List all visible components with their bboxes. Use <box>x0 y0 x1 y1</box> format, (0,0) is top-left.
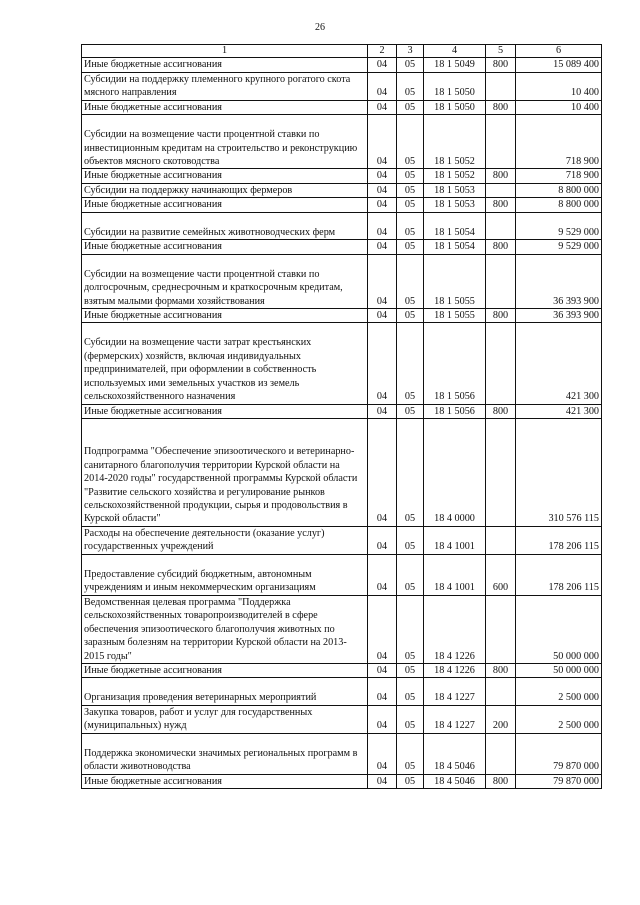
row-target-code-text: 18 1 5052 <box>434 155 475 167</box>
row-section-text: 04 <box>376 513 388 525</box>
row-expense-type-cell <box>486 198 516 212</box>
row-name-cell <box>82 169 368 183</box>
page-number: 26 <box>315 22 325 33</box>
row-target-code-cell <box>424 705 486 733</box>
row-subsection-text: 05 <box>404 541 416 553</box>
table-row <box>82 198 602 212</box>
row-name-cell <box>82 404 368 418</box>
row-subsection-cell <box>397 595 424 663</box>
row-expense-type-text: 800 <box>492 59 509 71</box>
row-expense-type-text: 800 <box>492 775 509 787</box>
row-target-code-text: 18 1 5055 <box>434 310 475 322</box>
row-amount-text: 421 300 <box>565 405 599 417</box>
row-name-text: Субсидии на поддержку племенного крупного рогатого скота мясного направления <box>84 73 351 99</box>
row-name-text: Субсидии на поддержку начинающих фермеров <box>84 184 293 196</box>
row-name-cell <box>82 664 368 678</box>
table-row <box>82 183 602 197</box>
row-subsection-text: 05 <box>404 295 416 307</box>
row-subsection-cell <box>397 183 424 197</box>
table-row <box>82 254 602 308</box>
row-target-code-cell <box>424 198 486 212</box>
row-target-code-cell <box>424 183 486 197</box>
row-target-code-text: 18 1 5056 <box>434 391 475 403</box>
row-subsection-cell <box>397 678 424 705</box>
row-target-code-text: 18 4 1001 <box>434 582 475 594</box>
row-amount-cell <box>516 309 602 323</box>
row-section-cell <box>368 198 397 212</box>
row-name-text: Закупка товаров, работ и услуг для государственных (муниципальных) нужд <box>84 706 313 732</box>
row-target-code-text: 18 4 1227 <box>434 720 475 732</box>
row-section-text: 04 <box>376 170 388 182</box>
row-target-code-cell <box>424 678 486 705</box>
row-amount-cell <box>516 198 602 212</box>
table-header-row <box>82 45 602 58</box>
row-target-code-text: 18 1 5053 <box>434 199 475 211</box>
row-amount-cell <box>516 323 602 404</box>
row-section-cell <box>368 212 397 239</box>
row-name-text: Расходы на обеспечение деятельности (оказание услуг) государственных учреждений <box>84 527 325 553</box>
row-expense-type-cell <box>486 733 516 774</box>
row-spacer <box>84 678 365 691</box>
row-expense-type-cell <box>486 554 516 595</box>
row-target-code-text: 18 1 5050 <box>434 101 475 113</box>
row-name-cell <box>82 183 368 197</box>
table-row <box>82 323 602 404</box>
row-section-text: 04 <box>376 541 388 553</box>
row-subsection-text: 05 <box>404 775 416 787</box>
row-subsection-cell <box>397 100 424 114</box>
row-name-cell <box>82 323 368 404</box>
row-amount-text: 10 400 <box>570 87 599 99</box>
row-spacer <box>84 115 365 128</box>
row-expense-type-text: 800 <box>492 405 509 417</box>
row-subsection-text: 05 <box>404 170 416 182</box>
row-subsection-cell <box>397 664 424 678</box>
row-amount-cell <box>516 526 602 554</box>
row-section-cell <box>368 58 397 72</box>
row-target-code-text: 18 1 5054 <box>434 241 475 253</box>
row-target-code-text: 18 1 5056 <box>434 405 475 417</box>
table-row <box>82 72 602 100</box>
row-expense-type-cell <box>486 526 516 554</box>
row-expense-type-cell <box>486 664 516 678</box>
row-name-cell <box>82 58 368 72</box>
row-subsection-text: 05 <box>404 405 416 417</box>
header-cell: 3 <box>397 45 424 58</box>
row-amount-text: 15 089 400 <box>553 59 599 71</box>
row-section-text: 04 <box>376 761 388 773</box>
row-section-text: 04 <box>376 101 388 113</box>
row-section-text: 04 <box>376 775 388 787</box>
row-name-cell <box>82 72 368 100</box>
row-amount-cell <box>516 404 602 418</box>
row-name-text: Субсидии на развитие семейных животноводческих ферм <box>84 226 336 238</box>
row-section-text: 04 <box>376 720 388 732</box>
row-section-text: 04 <box>376 692 388 704</box>
row-section-cell <box>368 100 397 114</box>
row-expense-type-text: 600 <box>492 582 509 594</box>
table-row <box>82 678 602 705</box>
row-subsection-cell <box>397 419 424 527</box>
row-section-cell <box>368 664 397 678</box>
row-target-code-cell <box>424 554 486 595</box>
row-target-code-text: 18 1 5052 <box>434 170 475 182</box>
row-subsection-text: 05 <box>404 59 416 71</box>
row-name-cell <box>82 554 368 595</box>
row-section-text: 04 <box>376 295 388 307</box>
table-row <box>82 58 602 72</box>
row-name-text: Иные бюджетные ассигнования <box>84 665 222 676</box>
row-spacer <box>84 419 365 432</box>
row-expense-type-cell <box>486 404 516 418</box>
row-target-code-cell <box>424 100 486 114</box>
row-expense-type-cell <box>486 169 516 183</box>
row-name-cell <box>82 678 368 705</box>
table-row <box>82 554 602 595</box>
row-subsection-text: 05 <box>404 665 416 676</box>
row-target-code-cell <box>424 254 486 308</box>
row-spacer <box>84 555 365 568</box>
row-expense-type-cell <box>486 419 516 527</box>
row-section-text: 04 <box>376 405 388 417</box>
row-amount-text: 178 206 115 <box>548 541 599 553</box>
budget-table <box>81 44 602 789</box>
row-subsection-text: 05 <box>404 310 416 322</box>
row-section-text: 04 <box>376 199 388 211</box>
row-name-text: Иные бюджетные ассигнования <box>84 775 222 787</box>
row-section-cell <box>368 240 397 254</box>
row-target-code-cell <box>424 169 486 183</box>
row-amount-text: 79 870 000 <box>553 761 599 773</box>
row-name-cell <box>82 595 368 663</box>
row-section-cell <box>368 404 397 418</box>
row-name-text: Иные бюджетные ассигнования <box>84 59 222 71</box>
row-target-code-cell <box>424 115 486 169</box>
row-name-cell <box>82 254 368 308</box>
row-spacer <box>84 323 365 336</box>
row-expense-type-text: 800 <box>492 241 509 253</box>
row-expense-type-cell <box>486 309 516 323</box>
row-section-cell <box>368 705 397 733</box>
row-amount-cell <box>516 100 602 114</box>
row-section-cell <box>368 115 397 169</box>
row-expense-type-cell <box>486 774 516 788</box>
row-subsection-cell <box>397 404 424 418</box>
row-name-text: Иные бюджетные ассигнования <box>84 199 222 211</box>
table-row <box>82 526 602 554</box>
row-name-cell <box>82 198 368 212</box>
row-section-text: 04 <box>376 582 388 594</box>
table-row <box>82 100 602 114</box>
row-expense-type-cell <box>486 72 516 100</box>
table-row <box>82 212 602 239</box>
row-target-code-cell <box>424 323 486 404</box>
row-name-cell <box>82 115 368 169</box>
row-expense-type-cell <box>486 183 516 197</box>
row-expense-type-cell <box>486 254 516 308</box>
row-amount-text: 718 900 <box>565 170 599 182</box>
row-target-code-text: 18 4 5046 <box>434 775 475 787</box>
table-row <box>82 774 602 788</box>
row-target-code-text: 18 4 0000 <box>434 513 475 525</box>
row-section-text: 04 <box>376 391 388 403</box>
row-amount-text: 718 900 <box>565 155 599 167</box>
row-section-cell <box>368 554 397 595</box>
row-name-cell <box>82 100 368 114</box>
row-target-code-text: 18 1 5050 <box>434 87 475 99</box>
row-section-cell <box>368 774 397 788</box>
table-row <box>82 404 602 418</box>
row-section-cell <box>368 309 397 323</box>
table-row <box>82 240 602 254</box>
row-amount-text: 310 576 115 <box>548 513 599 525</box>
table-row <box>82 169 602 183</box>
row-expense-type-cell <box>486 678 516 705</box>
row-expense-type-text: 800 <box>492 310 509 322</box>
table-row <box>82 664 602 678</box>
row-amount-cell <box>516 183 602 197</box>
row-target-code-cell <box>424 240 486 254</box>
row-expense-type-cell <box>486 595 516 663</box>
row-subsection-text: 05 <box>404 199 416 211</box>
row-spacer <box>84 213 365 226</box>
row-name-text: Иные бюджетные ассигнования <box>84 101 222 113</box>
row-target-code-cell <box>424 309 486 323</box>
row-subsection-text: 05 <box>404 391 416 403</box>
row-amount-cell <box>516 72 602 100</box>
table-row <box>82 115 602 169</box>
header-cell: 5 <box>486 45 516 58</box>
row-section-text: 04 <box>376 59 388 71</box>
row-amount-text: 50 000 000 <box>553 650 599 662</box>
row-name-text: Ведомственная целевая программа "Поддержка сельскохозяйственных товаропроизводителей в сфере обеспечения эпизоотического благополучия животных по заразным болезням на территории Курской области на 2013-2015 годы" <box>84 596 347 662</box>
row-name-cell <box>82 309 368 323</box>
row-amount-text: 8 800 000 <box>558 184 599 196</box>
row-target-code-text: 18 4 1226 <box>434 650 475 662</box>
row-name-text: Организация проведения ветеринарных мероприятий <box>84 692 317 704</box>
row-amount-text: 421 300 <box>565 391 599 403</box>
row-subsection-cell <box>397 198 424 212</box>
row-name-text: Субсидии на возмещение части процентной ставки по долгосрочным, среднесрочным и краткосрочным кредитам, взятым малыми формами хозяйствования <box>84 268 343 307</box>
row-name-text: Иные бюджетные ассигнования <box>84 241 222 253</box>
row-section-text: 04 <box>376 226 388 238</box>
row-name-text: Субсидии на возмещение части процентной ставки по инвестиционным кредитам на строительство и реконструкцию объектов мясного скотоводства <box>84 129 358 167</box>
row-name-text: Иные бюджетные ассигнования <box>84 405 222 417</box>
row-amount-cell <box>516 115 602 169</box>
row-target-code-cell <box>424 404 486 418</box>
header-cell: 1 <box>82 45 368 58</box>
row-subsection-cell <box>397 774 424 788</box>
row-target-code-text: 18 1 5054 <box>434 226 475 238</box>
row-name-cell <box>82 705 368 733</box>
row-subsection-cell <box>397 526 424 554</box>
row-target-code-cell <box>424 419 486 527</box>
row-subsection-cell <box>397 554 424 595</box>
row-expense-type-text: 800 <box>492 101 509 113</box>
row-amount-cell <box>516 664 602 678</box>
row-subsection-cell <box>397 169 424 183</box>
row-name-text: Поддержка экономически значимых региональных программ в области животноводства <box>84 747 358 773</box>
row-target-code-text: 18 4 1001 <box>434 541 475 553</box>
row-name-cell <box>82 733 368 774</box>
row-subsection-text: 05 <box>404 226 416 238</box>
row-amount-text: 8 800 000 <box>558 199 599 211</box>
row-spacer <box>84 432 365 445</box>
row-expense-type-cell <box>486 705 516 733</box>
row-section-cell <box>368 678 397 705</box>
row-section-cell <box>368 254 397 308</box>
row-expense-type-text: 800 <box>492 665 509 676</box>
row-subsection-cell <box>397 240 424 254</box>
row-target-code-cell <box>424 212 486 239</box>
row-amount-text: 178 206 115 <box>548 582 599 594</box>
table-row <box>82 309 602 323</box>
row-target-code-cell <box>424 595 486 663</box>
row-section-text: 04 <box>376 241 388 253</box>
row-subsection-text: 05 <box>404 720 416 732</box>
row-section-cell <box>368 595 397 663</box>
row-target-code-cell <box>424 664 486 678</box>
row-subsection-cell <box>397 254 424 308</box>
row-section-cell <box>368 419 397 527</box>
row-subsection-text: 05 <box>404 184 416 196</box>
header-cell: 6 <box>516 45 602 58</box>
row-target-code-text: 18 4 1226 <box>434 665 475 676</box>
row-amount-cell <box>516 212 602 239</box>
row-amount-cell <box>516 169 602 183</box>
table-row <box>82 419 602 527</box>
row-amount-cell <box>516 240 602 254</box>
row-section-cell <box>368 183 397 197</box>
row-name-cell <box>82 526 368 554</box>
row-name-cell <box>82 240 368 254</box>
row-subsection-text: 05 <box>404 650 416 662</box>
row-amount-cell <box>516 774 602 788</box>
row-expense-type-cell <box>486 240 516 254</box>
row-amount-cell <box>516 595 602 663</box>
row-subsection-text: 05 <box>404 155 416 167</box>
row-subsection-text: 05 <box>404 87 416 99</box>
row-name-text: Предоставление субсидий бюджетным, автономным учреждениям и иным некоммерческим организациям <box>84 568 316 594</box>
row-subsection-text: 05 <box>404 582 416 594</box>
row-name-cell <box>82 419 368 527</box>
header-cell: 2 <box>368 45 397 58</box>
row-amount-cell <box>516 705 602 733</box>
row-target-code-text: 18 4 1227 <box>434 692 475 704</box>
row-section-text: 04 <box>376 310 388 322</box>
row-name-text: Иные бюджетные ассигнования <box>84 310 222 322</box>
row-amount-text: 2 500 000 <box>558 720 599 732</box>
row-amount-cell <box>516 678 602 705</box>
row-amount-text: 79 870 000 <box>553 775 599 787</box>
row-section-text: 04 <box>376 650 388 662</box>
table-body <box>82 58 602 789</box>
table-row <box>82 733 602 774</box>
row-subsection-cell <box>397 705 424 733</box>
row-expense-type-cell <box>486 58 516 72</box>
row-target-code-cell <box>424 774 486 788</box>
header-cell: 4 <box>424 45 486 58</box>
row-subsection-cell <box>397 212 424 239</box>
row-amount-text: 50 000 000 <box>553 665 599 676</box>
row-subsection-cell <box>397 58 424 72</box>
row-section-text: 04 <box>376 665 388 676</box>
row-amount-text: 36 393 900 <box>553 310 599 322</box>
row-subsection-text: 05 <box>404 761 416 773</box>
row-section-cell <box>368 323 397 404</box>
row-subsection-text: 05 <box>404 692 416 704</box>
row-subsection-text: 05 <box>404 513 416 525</box>
row-expense-type-cell <box>486 115 516 169</box>
row-amount-text: 10 400 <box>570 101 599 113</box>
row-expense-type-cell <box>486 212 516 239</box>
row-section-text: 04 <box>376 87 388 99</box>
row-amount-cell <box>516 733 602 774</box>
row-subsection-cell <box>397 115 424 169</box>
row-amount-text: 36 393 900 <box>553 295 599 307</box>
row-amount-cell <box>516 254 602 308</box>
row-name-text: Иные бюджетные ассигнования <box>84 170 222 182</box>
row-amount-cell <box>516 419 602 527</box>
row-subsection-cell <box>397 309 424 323</box>
row-name-cell <box>82 212 368 239</box>
row-section-cell <box>368 733 397 774</box>
row-expense-type-cell <box>486 323 516 404</box>
row-target-code-text: 18 1 5055 <box>434 295 475 307</box>
row-spacer <box>84 255 365 268</box>
row-amount-cell <box>516 58 602 72</box>
row-subsection-text: 05 <box>404 101 416 113</box>
row-amount-text: 2 500 000 <box>558 692 599 704</box>
row-target-code-cell <box>424 72 486 100</box>
row-spacer <box>84 734 365 747</box>
row-subsection-cell <box>397 72 424 100</box>
row-section-text: 04 <box>376 155 388 167</box>
row-target-code-cell <box>424 526 486 554</box>
row-expense-type-text: 200 <box>492 720 509 732</box>
row-section-cell <box>368 72 397 100</box>
row-target-code-text: 18 1 5053 <box>434 184 475 196</box>
row-name-text: Субсидии на возмещение части затрат крестьянских (фермерских) хозяйств, включая индивидуальных предпринимателей, при оформлении в собственность используемых ими земельных участков из земель сельскохозяйственного назначения <box>84 337 317 403</box>
row-target-code-cell <box>424 733 486 774</box>
row-name-cell <box>82 774 368 788</box>
row-target-code-text: 18 1 5049 <box>434 59 475 71</box>
row-expense-type-text: 800 <box>492 170 509 182</box>
row-expense-type-text: 800 <box>492 199 509 211</box>
row-section-text: 04 <box>376 184 388 196</box>
row-section-cell <box>368 169 397 183</box>
table-row <box>82 705 602 733</box>
row-subsection-cell <box>397 323 424 404</box>
row-target-code-cell <box>424 58 486 72</box>
table-row <box>82 595 602 663</box>
row-subsection-cell <box>397 733 424 774</box>
row-expense-type-cell <box>486 100 516 114</box>
row-target-code-text: 18 4 5046 <box>434 761 475 773</box>
row-amount-text: 9 529 000 <box>558 226 599 238</box>
row-section-cell <box>368 526 397 554</box>
row-amount-cell <box>516 554 602 595</box>
row-name-text: Подпрограмма "Обеспечение эпизоотического и ветеринарно-санитарного благополучия территории Курской области на 2014-2020 годы" государственной программы Курской области "Развитие сельского хозяйства и регулирование рынков сельскохозяйственной продукции, сырья и продовольствия в Курской области" <box>84 446 358 525</box>
row-amount-text: 9 529 000 <box>558 241 599 253</box>
row-subsection-text: 05 <box>404 241 416 253</box>
